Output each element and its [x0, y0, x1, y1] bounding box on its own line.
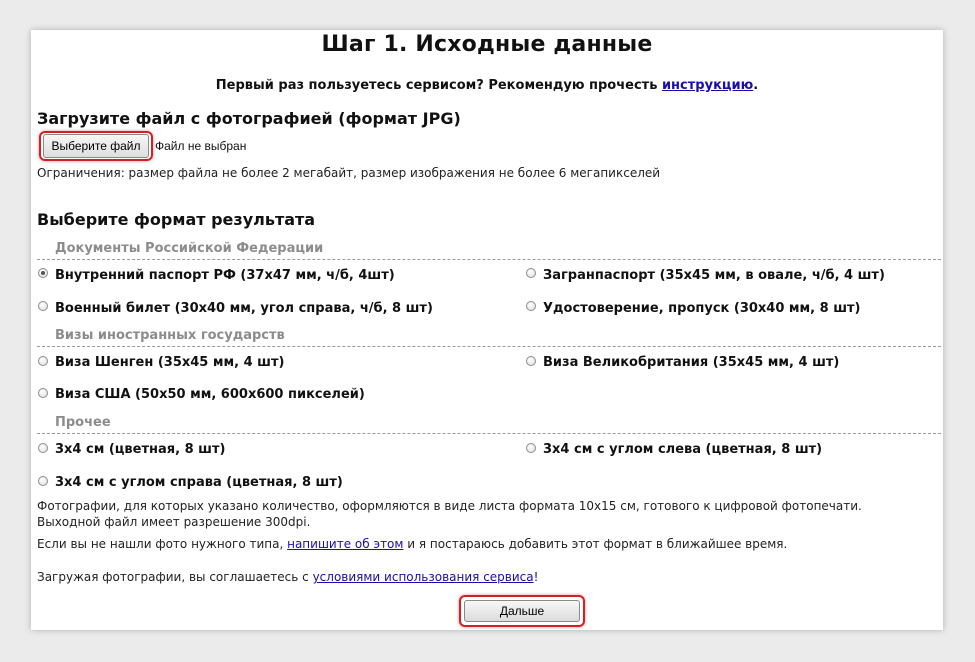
radio-usa-visa[interactable]	[38, 388, 48, 398]
page-title: Шаг 1. Исходные данные	[321, 32, 653, 57]
option-usa-visa[interactable]: Виза США (50x50 мм, 600x600 пикселей)	[55, 387, 365, 402]
option-id-pass[interactable]: Удостоверение, пропуск (30x40 мм, 8 шт)	[543, 301, 861, 316]
radio-military-id[interactable]	[38, 301, 48, 311]
option-schengen-visa[interactable]: Виза Шенген (35x45 мм, 4 шт)	[55, 355, 285, 370]
missing-format-end: и я постараюсь добавить этот формат в ближайшее время.	[403, 537, 788, 551]
intro-line	[31, 78, 943, 93]
terms-end: !	[533, 570, 539, 584]
group-divider	[37, 346, 941, 347]
file-status: Файл не выбран	[155, 139, 247, 153]
radio-3x4-corner-left[interactable]	[526, 443, 536, 453]
upload-heading: Загрузите файл с фотографией (формат JPG)	[37, 109, 461, 128]
next-button[interactable]: Дальше	[464, 600, 580, 622]
radio-uk-visa[interactable]	[526, 356, 536, 366]
terms-link[interactable]: условиями использования сервиса	[312, 570, 534, 584]
format-heading: Выберите формат результата	[37, 210, 316, 229]
option-internal-passport[interactable]: Внутренний паспорт РФ (37x47 мм, ч/б, 4шт)	[55, 268, 395, 283]
terms-note	[37, 570, 538, 584]
intro-text: Первый раз пользуетесь сервисом? Рекомендую прочесть	[215, 78, 662, 93]
radio-3x4-color[interactable]	[38, 443, 48, 453]
main-panel	[31, 30, 943, 630]
upload-limits: Ограничения: размер файла не более 2 мегабайт, размер изображения не более 6 мегапикселей	[37, 166, 661, 180]
instruction-link[interactable]: инструкцию	[661, 78, 754, 93]
option-foreign-passport[interactable]: Загранпаспорт (35x45 мм, в овале, ч/б, 4 шт)	[543, 268, 885, 283]
intro-end: .	[753, 78, 759, 93]
print-note-line1: Фотографии, для которых указано количество, оформляются в виде листа формата 10x15 см, готового к цифровой фотопечати.	[37, 499, 862, 513]
radio-foreign-passport[interactable]	[526, 268, 536, 278]
group-divider	[37, 433, 941, 434]
print-note-line2: Выходной файл имеет разрешение 300dpi.	[37, 515, 311, 529]
option-3x4-color[interactable]: 3x4 см (цветная, 8 шт)	[55, 442, 226, 457]
option-3x4-corner-left[interactable]: 3x4 см с углом слева (цветная, 8 шт)	[543, 442, 823, 457]
radio-id-pass[interactable]	[526, 301, 536, 311]
radio-internal-passport[interactable]	[38, 268, 48, 278]
radio-schengen-visa[interactable]	[38, 356, 48, 366]
group-label-russian-documents: Документы Российской Федерации	[55, 241, 324, 256]
missing-format-note	[37, 537, 787, 551]
write-us-link[interactable]: напишите об этом	[287, 537, 404, 551]
choose-file-button[interactable]: Выберите файл	[43, 134, 149, 158]
radio-3x4-corner-right[interactable]	[38, 476, 48, 486]
terms-text: Загружая фотографии, вы соглашаетесь с	[37, 570, 313, 584]
missing-format-text: Если вы не нашли фото нужного типа,	[37, 537, 288, 551]
option-3x4-corner-right[interactable]: 3x4 см с углом справа (цветная, 8 шт)	[55, 475, 343, 490]
option-uk-visa[interactable]: Виза Великобритания (35x45 мм, 4 шт)	[543, 355, 840, 370]
group-label-foreign-visas: Визы иностранных государств	[55, 328, 285, 343]
option-military-id[interactable]: Военный билет (30x40 мм, угол справа, ч/б, 8 шт)	[55, 301, 433, 316]
group-label-other: Прочее	[55, 415, 111, 430]
group-divider	[37, 259, 941, 260]
